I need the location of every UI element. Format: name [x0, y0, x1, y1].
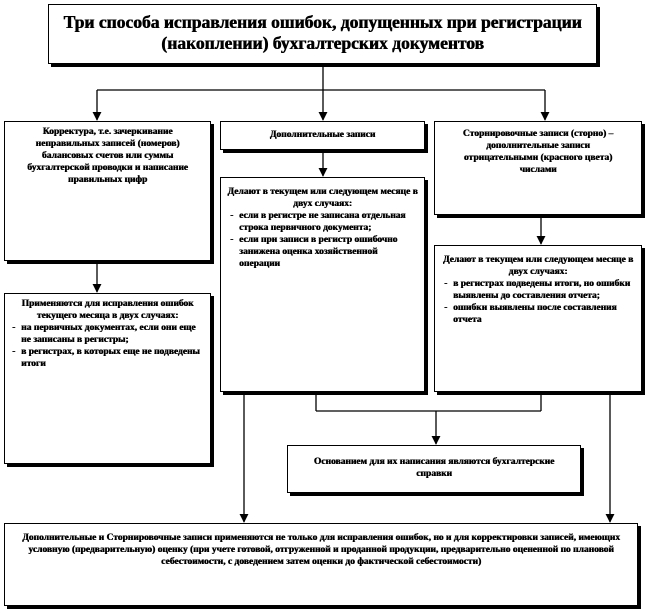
additional-case-1: - если в регистре не записана отдельная строка первичного документа;: [227, 210, 418, 234]
bottom-note-box: [4, 523, 638, 606]
method-additional-box: [220, 121, 425, 150]
additional-detail-box: [220, 177, 425, 392]
storno-case-2: - ошибки выявлены после составления отчета: [441, 302, 635, 326]
correction-cases-list: [9, 322, 206, 370]
method-storno-text: Сторнировочные записи (сторно) – дополнительные записи отрицательными (красного цвета) числами: [462, 129, 614, 175]
method-correction-text: Корректура, т.е. зачеркивание неправильных записей (номеров) балансовых счетов или суммы бухгалтерской проводки и написание правильных цифр: [27, 127, 188, 185]
bottom-note-text: Дополнительные и Сторнировочные записи применяются не только для исправления ошибок, но и для корректировки записей, имеющих условную (предварительную) оценку (при учете готовой, отгруженной и проданной продукции, предварительно оцененной по плановой себестоимости, с доведением затем оценки до фактической себестоимости): [22, 533, 620, 567]
diagram-title: [48, 4, 597, 64]
storno-cases-list: [441, 278, 635, 326]
additional-detail-intro: Делают в текущем или следующем месяце в двух случаях:: [227, 187, 418, 209]
basis-box: [287, 445, 581, 493]
storno-detail-box: [434, 245, 642, 392]
additional-case-2: - если при записи в регистр ошибочно занижена оценка хозяйственной операции: [227, 234, 418, 270]
correction-case-1: - на первичных документах, если они еще не записаны в регистры;: [9, 322, 206, 346]
correction-case-2: - в регистрах, в которых еще не подведены итоги: [9, 346, 206, 370]
method-correction-box: [4, 121, 211, 261]
storno-case-1: - в регистрах подведены итоги, но ошибки выявлены до составления отчета;: [441, 278, 635, 302]
storno-detail-intro: Делают в текущем или следующем месяце в двух случаях:: [442, 255, 634, 277]
correction-detail-box: [4, 293, 211, 464]
basis-text: Основанием для их написания являются бухгалтерские справки: [313, 457, 555, 479]
correction-detail-intro: Применяются для исправления ошибок текущего месяца в двух случаях:: [21, 299, 194, 321]
method-additional-text: Дополнительные записи: [269, 130, 376, 140]
additional-cases-list: [227, 210, 418, 270]
method-storno-box: [434, 121, 642, 215]
diagram-title-text: Три способа исправления ошибок, допущенных при регистрации (накоплении) бухгалтерских документов: [63, 12, 582, 53]
